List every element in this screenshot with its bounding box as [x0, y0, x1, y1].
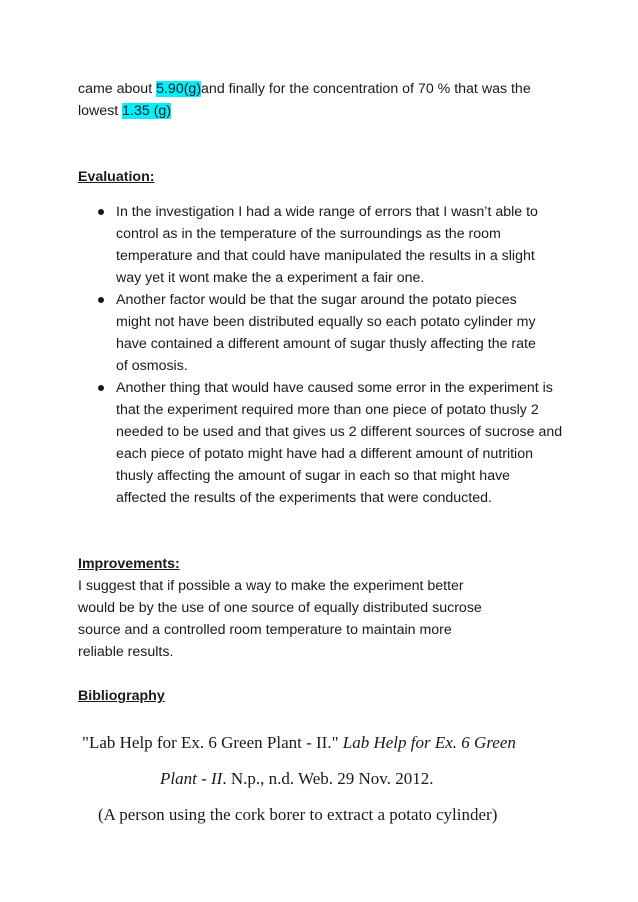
bullet-3-line: each piece of potato might have had a different amount of nutrition [116, 446, 533, 462]
citation-line-2 [160, 768, 433, 790]
bullet-1-line: control as in the temperature of the surroundings as the room [116, 226, 501, 242]
bullet-3-line: Another thing that would have caused some error in the experiment is [116, 380, 553, 396]
intro-line2-before: lowest [78, 103, 123, 119]
improvements-line: source and a controlled room temperature to maintain more [78, 622, 452, 638]
improvements-line: reliable results. [78, 644, 174, 660]
bullet-icon [98, 209, 104, 215]
bullet-icon [98, 297, 104, 303]
citation-title: "Lab Help for Ex. 6 Green Plant - II." [82, 733, 343, 752]
bullet-2-line: might not have been distributed equally so each potato cylinder my [116, 314, 536, 330]
bullet-2-line: of osmosis. [116, 358, 188, 374]
citation-line-1 [82, 732, 516, 754]
intro-line1-after: and finally for the concentration of 70 % that was the [201, 81, 531, 97]
bibliography-heading: Bibliography [78, 688, 165, 704]
bullet-2-line: Another factor would be that the sugar around the potato pieces [116, 292, 517, 308]
highlight-value-135: 1.35 (g) [122, 103, 172, 119]
intro-line1-before: came about [78, 81, 157, 97]
intro-line-2 [78, 101, 171, 121]
bullet-3-line: affected the results of the experiments that were conducted. [116, 490, 492, 506]
citation-source-italic: Lab Help for Ex. 6 Green [342, 733, 516, 752]
improvements-heading: Improvements: [78, 556, 180, 572]
improvements-line: I suggest that if possible a way to make the experiment better [78, 578, 464, 594]
citation-source-italic-cont: Plant - II [160, 769, 223, 788]
bullet-1-line: temperature and that could have manipulated the results in a slight [116, 248, 535, 264]
citation-details: . N.p., n.d. Web. 29 Nov. 2012. [222, 769, 434, 788]
bullet-icon [98, 385, 104, 391]
bullet-1-line: In the investigation I had a wide range of errors that I wasn’t able to [116, 204, 538, 220]
bullet-3-line: that the experiment required more than one piece of potato thusly 2 [116, 402, 539, 418]
bullet-1-line: way yet it wont make the a experiment a fair one. [116, 270, 425, 286]
evaluation-heading: Evaluation: [78, 169, 155, 185]
image-caption: (A person using the cork borer to extract a potato cylinder) [98, 805, 498, 824]
improvements-line: would be by the use of one source of equally distributed sucrose [78, 600, 482, 616]
intro-line-1 [78, 79, 531, 99]
bullet-3-line: needed to be used and that gives us 2 different sources of sucrose and [116, 424, 563, 440]
highlight-value-590: 5.90(g) [156, 81, 202, 97]
bullet-2-line: have contained a different amount of sugar thusly affecting the rate [116, 336, 536, 352]
bullet-3-line: thusly affecting the amount of sugar in each so that might have [116, 468, 511, 484]
